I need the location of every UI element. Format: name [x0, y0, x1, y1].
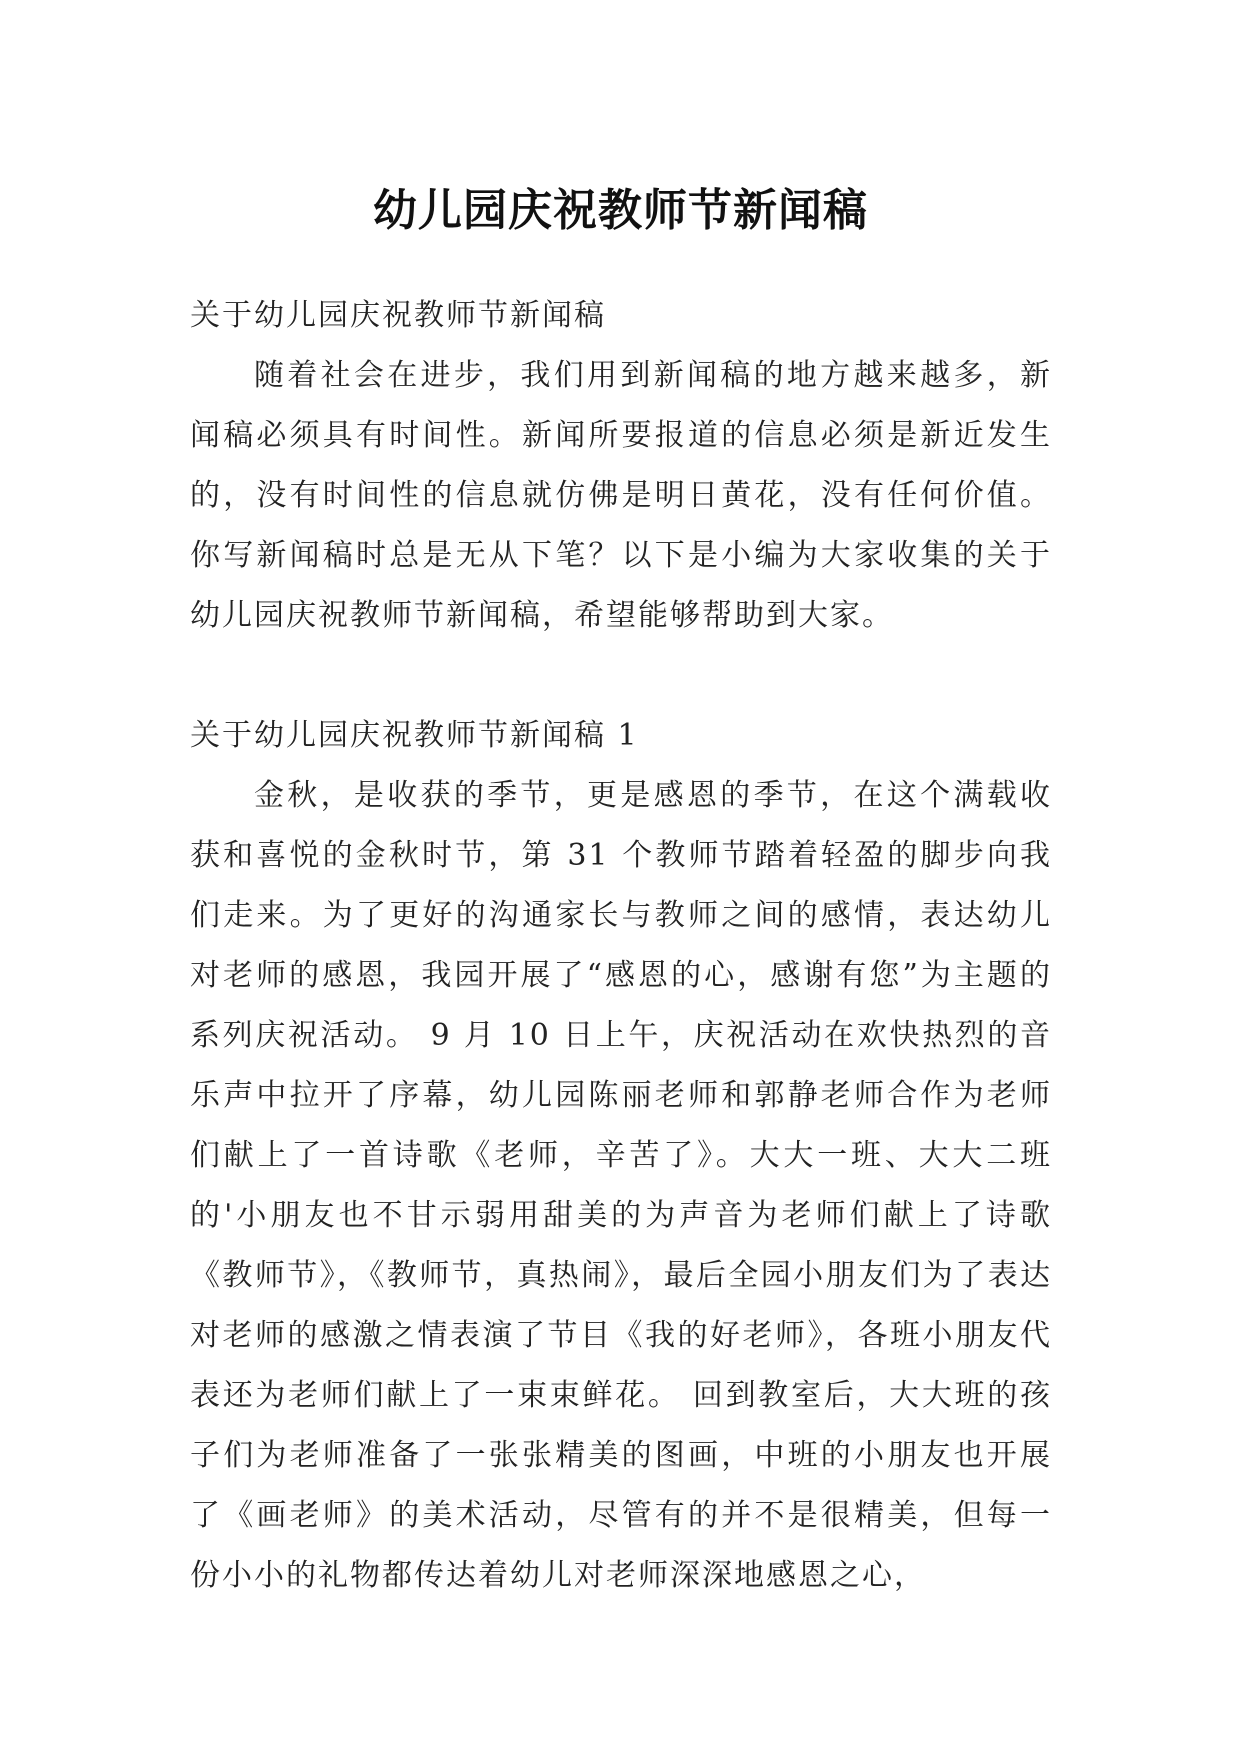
intro-paragraph: 随着社会在进步，我们用到新闻稿的地方越来越多，新闻稿必须具有时间性。新闻所要报道的信息必须是新近发生的，没有时间性的信息就仿佛是明日黄花，没有任何价值。你写新闻稿时总是无从下笔？以下是小编为大家收集的关于幼儿园庆祝教师节新闻稿，希望能够帮助到大家。 [190, 358, 1052, 633]
document-body [190, 286, 1052, 1606]
document-title: 幼儿园庆祝教师节新闻稿 [373, 185, 868, 237]
section-1-heading: 关于幼儿园庆祝教师节新闻稿 1 [190, 718, 639, 753]
intro-heading: 关于幼儿园庆祝教师节新闻稿 [190, 298, 606, 333]
section-1-paragraph: 金秋，是收获的季节，更是感恩的季节，在这个满载收获和喜悦的金秋时节，第 31 个教师节踏着轻盈的脚步向我们走来。为了更好的沟通家长与教师之间的感情，表达幼儿对老师的感恩，我园开展了“感恩的心，感谢有您”为主题的系列庆祝活动。 9 月 10 日上午，庆祝活动在欢快热烈的音乐声中拉开了序幕，幼儿园陈丽老师和郭静老师合作为老师们献上了一首诗歌《老师，辛苦了》。大大一班、大大二班的'小朋友也不甘示弱用甜美的为声音为老师们献上了诗歌《教师节》，《教师节，真热闹》，最后全园小朋友们为了表达对老师的感激之情表演了节目《我的好老师》，各班小朋友代表还为老师们献上了一束束鲜花。 回到教室后，大大班的孩子们为老师准备了一张张精美的图画，中班的小朋友也开展了《画老师》的美术活动，尽管有的并不是很精美，但每一份小小的礼物都传达着幼儿对老师深深地感恩之心， [190, 778, 1052, 1593]
section-spacer [190, 646, 1052, 706]
